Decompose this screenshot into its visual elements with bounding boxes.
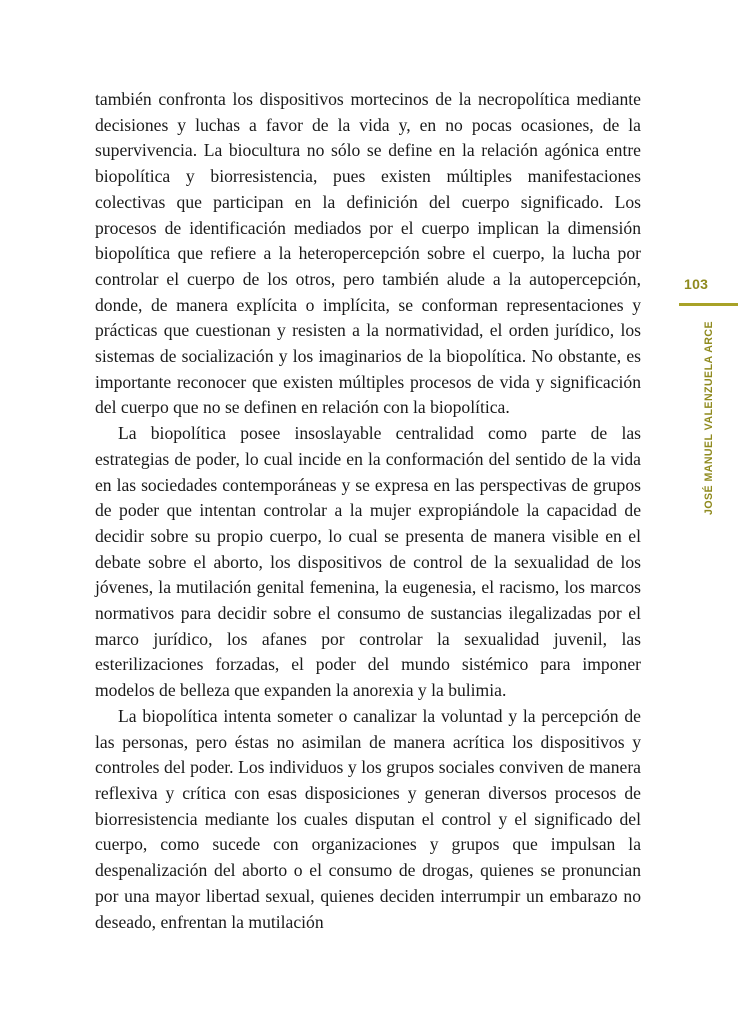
- paragraph-1-continued: también confronta los dispositivos mortecinos de la necropolítica mediante decisiones y luchas a favor de la vida y, en no pocas ocasiones, de la supervivencia. La biocultura no sólo se define en la relación agónica entre biopolítica y biorresistencia, pues existen múltiples manifestaciones colectivas que participan en la definición del cuerpo significado. Los procesos de identificación mediados por el cuerpo implican la dimensión biopolítica que refiere a la heteropercepción sobre el cuerpo, la lucha por controlar el cuerpo de los otros, pero también alude a la autopercepción, donde, de manera explícita o implícita, se conforman representaciones y prácticas que cuestionan y resisten a la normatividad, el orden jurídico, los sistemas de socialización y los imaginarios de la biopolítica. No obstante, es importante reconocer que existen múltiples procesos de vida y significación del cuerpo que no se definen en relación con la biopolítica.: [95, 89, 641, 418]
- paragraph-2: La biopolítica posee insoslayable centralidad como parte de las estrategias de poder, lo cual incide en la conformación del sentido de la vida en las sociedades contemporáneas y se expresa en las perspectivas de grupos de poder que intentan controlar a la mujer expropiándole la capacidad de decidir sobre su propio cuerpo, lo cual se presenta de manera visible en el debate sobre el aborto, los dispositivos de control de la sexualidad de los jóvenes, la mutilación genital femenina, la eugenesia, el racismo, los marcos normativos para decidir sobre el consumo de sustancias ilegalizadas por el marco jurídico, los afanes por controlar la sexualidad juvenil, las esterilizaciones forzadas, el poder del mundo sistémico para imponer modelos de belleza que expanden la anorexia y la bulimia.: [95, 423, 641, 701]
- page-number: 103: [684, 276, 709, 292]
- paragraph-3: La biopolítica intenta someter o canalizar la voluntad y la percepción de las personas, pero éstas no asimilan de manera acrítica los dispositivos y controles del poder. Los individuos y los grupos sociales conviven de manera reflexiva y crítica con esas disposiciones y generan diversos procesos de biorresistencia mediante los cuales disputan el control y el significado del cuerpo, como sucede con organizaciones y grupos que impulsan la despenalización del aborto o el consumo de drogas, quienes se pronuncian por una mayor libertad sexual, quienes deciden interrumpir un embarazo no deseado, enfrentan la mutilación: [95, 705, 641, 932]
- body-text: [95, 87, 641, 935]
- page-number-rule: [679, 303, 738, 306]
- running-head-author: JOSÉ MANUEL VALENZUELA ARCE: [703, 320, 715, 515]
